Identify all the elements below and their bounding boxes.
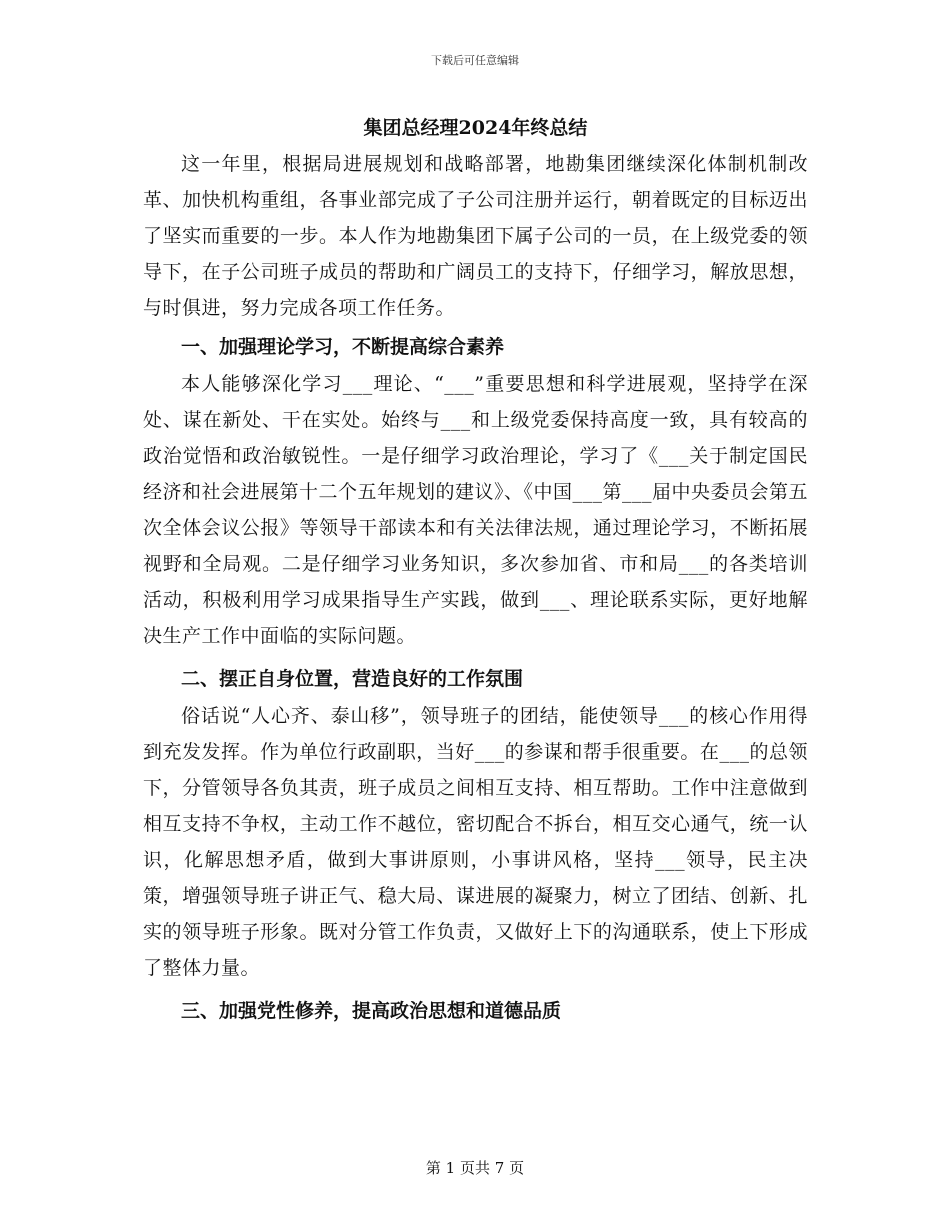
intro-paragraph: 这一年里，根据局进展规划和战略部署，地勘集团继续深化体制机制改革、加快机构重组，各事业部完成了子公司注册并运行，朝着既定的目标迈出了坚实而重要的一步。本人作为地勘集团下属子公司的一员，在上级党委的领导下，在子公司班子成员的帮助和广阔员工的支持下，仔细学习，解放思想，与时俱进，努力完成各项工作任务。 xyxy=(143,153,808,319)
section-1-body: 本人能够深化学习___理论、“___”重要思想和科学进展观，坚持学在深处、谋在新处、干在实处。始终与___和上级党委保持高度一致，具有较高的政治觉悟和政治敏锐性。一是仔细学习政治理论，学习了《___关于制定国民经济和社会进展第十二个五年规划的建议》、《中国___第___届中央委员会第五次全体会议公报》等领导干部读本和有关法律法规，通过理论学习，不断拓展视野和全局观。二是仔细学习业务知识，多次参加省、市和局___的各类培训活动，积极利用学习成果指导生产实践，做到___、理论联系实际，更好地解决生产工作中面临的实际问题。 xyxy=(143,373,809,647)
section-3-heading: 三、加强党性修养，提高政治思想和道德品质 xyxy=(181,1000,562,1022)
section-1-heading: 一、加强理论学习，不断提高综合素养 xyxy=(181,336,505,358)
section-2-heading: 二、摆正自身位置，营造良好的工作氛围 xyxy=(181,668,524,690)
document-content xyxy=(143,112,808,1030)
page-number: 第 1 页共 7 页 xyxy=(425,1159,525,1177)
header-note: 下载后可任意编辑 xyxy=(431,54,519,67)
section-2-body: 俗话说“人心齐、泰山移”，领导班子的团结，能使领导___的核心作用得到充发发挥。作为单位行政副职，当好___的参谋和帮手很重要。在___的总领下，分管领导各负其责，班子成员之间相互支持、相互帮助。工作中注意做到相互支持不争权，主动工作不越位，密切配合不拆台，相互交心通气，统一认识，化解思想矛盾，做到大事讲原则，小事讲风格，坚持___领导，民主决策，增强领导班子讲正气、稳大局、谋进展的凝聚力，树立了团结、创新、扎实的领导班子形象。既对分管工作负责，又做好上下的沟通联系，使上下形成了整体力量。 xyxy=(143,705,808,979)
document-title: 集团总经理2024年终总结 xyxy=(363,117,588,139)
